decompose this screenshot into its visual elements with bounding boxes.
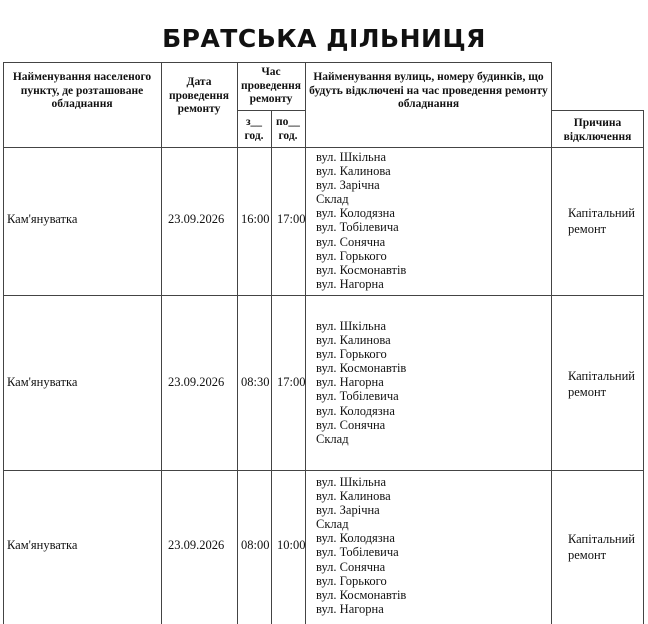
street-item: вул. Шкільна bbox=[316, 475, 386, 489]
street-item: вул. Нагорна bbox=[316, 276, 384, 291]
col-rule-date bbox=[237, 62, 238, 624]
street-item: вул. Тобілевича bbox=[316, 389, 399, 404]
street-item: вул. Тобілевича bbox=[316, 545, 399, 560]
row-streets-list bbox=[316, 475, 406, 616]
street-item: вул. Горького bbox=[316, 573, 387, 588]
row-streets-list bbox=[316, 150, 406, 291]
row-time-to: 17:00 bbox=[277, 375, 306, 389]
row-locality: Кам'януватка bbox=[7, 375, 78, 389]
header-streets: Найменування вулиць, номеру будинків, що будуть відключені на час проведення ремонту обладнання bbox=[309, 71, 548, 110]
street-item: Склад bbox=[316, 192, 349, 207]
street-item: вул. Калинова bbox=[316, 333, 391, 348]
street-item: вул. Калинова bbox=[316, 489, 391, 504]
header-bottom-rule bbox=[3, 147, 643, 148]
row-reason: Капітальний ремонт bbox=[568, 532, 635, 562]
street-item: вул. Калинова bbox=[316, 164, 391, 179]
row-time-to: 17:00 bbox=[277, 212, 306, 226]
street-item: вул. Горького bbox=[316, 347, 387, 362]
street-item: вул. Колодязна bbox=[316, 531, 395, 546]
row-time-from: 08:00 bbox=[241, 538, 270, 552]
street-item: вул. Сонячна bbox=[316, 234, 386, 249]
table-left-border bbox=[3, 62, 4, 624]
street-item: вул. Космонавтів bbox=[316, 587, 407, 602]
street-item: Склад bbox=[316, 517, 349, 532]
street-item: вул. Нагорна bbox=[316, 375, 384, 390]
street-item: вул. Колодязна bbox=[316, 403, 395, 418]
row-date: 23.09.2026 bbox=[168, 212, 225, 226]
reason-header-rule bbox=[551, 110, 643, 111]
street-item: вул. Зарічна bbox=[316, 178, 380, 193]
street-item: вул. Зарічна bbox=[316, 503, 380, 518]
street-item: вул. Сонячна bbox=[316, 559, 386, 574]
street-item: вул. Космонавтів bbox=[316, 262, 407, 277]
header-time-from: з__ год. bbox=[244, 116, 264, 142]
street-item: вул. Колодязна bbox=[316, 206, 395, 221]
row-streets-list bbox=[316, 319, 406, 446]
header-reason: Причина відключення bbox=[563, 117, 632, 143]
row-separator-2 bbox=[3, 470, 643, 471]
row-locality: Кам'януватка bbox=[7, 538, 78, 552]
header-time-to: по__ год. bbox=[276, 116, 300, 142]
street-item: вул. Шкільна bbox=[316, 150, 386, 164]
street-item: Склад bbox=[316, 431, 349, 446]
row-time-from: 08:30 bbox=[241, 375, 270, 389]
header-time: Час проведення ремонту bbox=[240, 66, 302, 105]
street-item: вул. Нагорна bbox=[316, 601, 384, 616]
row-separator-1 bbox=[3, 295, 643, 296]
header-date: Дата проведення ремонту bbox=[168, 76, 230, 115]
page-title: БРАТСЬКА ДІЛЬНИЦЯ bbox=[162, 24, 486, 53]
row-time-to: 10:00 bbox=[277, 538, 306, 552]
col-rule-locality bbox=[161, 62, 162, 624]
street-item: вул. Тобілевича bbox=[316, 220, 399, 235]
col-rule-streets bbox=[551, 62, 552, 624]
table-right-border bbox=[643, 110, 644, 624]
street-item: вул. Шкільна bbox=[316, 319, 386, 333]
row-date: 23.09.2026 bbox=[168, 538, 225, 552]
row-reason: Капітальний ремонт bbox=[568, 206, 635, 236]
table-top-border bbox=[3, 62, 551, 63]
row-reason: Капітальний ремонт bbox=[568, 369, 635, 399]
header-locality: Найменування населеного пункту, де розташоване обладнання bbox=[12, 71, 152, 110]
row-date: 23.09.2026 bbox=[168, 375, 225, 389]
row-time-from: 16:00 bbox=[241, 212, 270, 226]
street-item: вул. Горького bbox=[316, 248, 387, 263]
row-locality: Кам'януватка bbox=[7, 212, 78, 226]
street-item: вул. Космонавтів bbox=[316, 361, 407, 376]
col-rule-time-from bbox=[271, 110, 272, 624]
street-item: вул. Сонячна bbox=[316, 417, 386, 432]
